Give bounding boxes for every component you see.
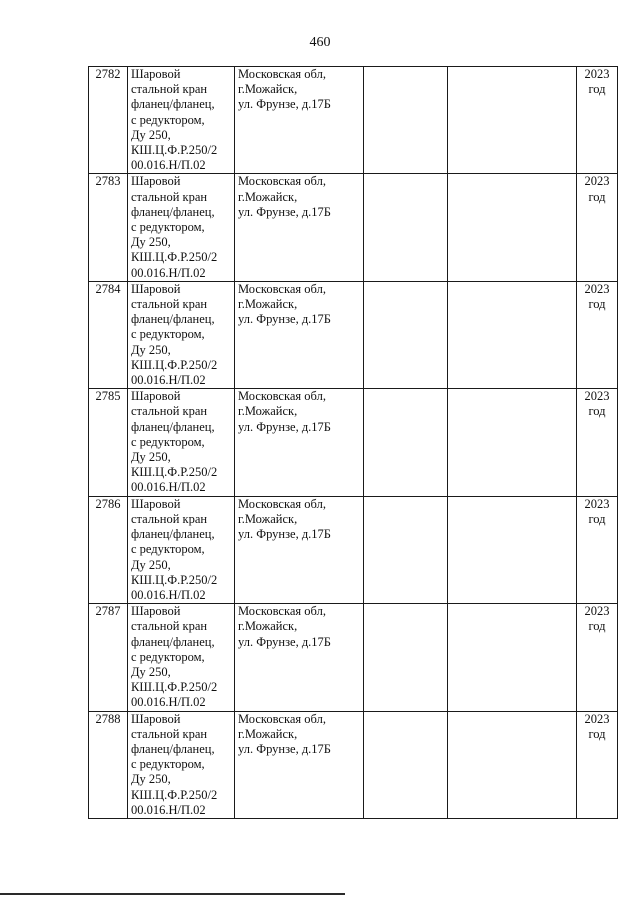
address-cell: [235, 67, 364, 174]
item-name-line: с редуктором,: [131, 220, 205, 235]
item-name-line: стальной кран: [131, 297, 208, 312]
item-name-line: фланец/фланец,: [131, 527, 215, 542]
year-line: 2023: [584, 711, 610, 726]
address-line: г.Можайск,: [238, 82, 298, 97]
item-name-line: КШ.Ц.Ф.Р.250/2: [131, 250, 218, 265]
row-number-cell: [89, 389, 128, 496]
address-line: ул. Фрунзе, д.17Б: [238, 312, 331, 327]
item-name-cell: [128, 496, 235, 603]
address-line: Московская обл,: [238, 389, 326, 404]
page-number: 460: [309, 35, 331, 50]
year-line: год: [588, 297, 606, 312]
year-line: год: [588, 726, 606, 741]
table-row: [89, 496, 618, 603]
row-number-cell: [89, 711, 128, 818]
row-number: 2787: [95, 604, 121, 619]
year-line: год: [588, 404, 606, 419]
address-line: Московская обл,: [238, 604, 326, 619]
year-cell: [577, 711, 618, 818]
address-cell: [235, 604, 364, 711]
row-number: 2784: [95, 281, 121, 296]
item-name-line: с редуктором,: [131, 327, 205, 342]
address-cell: [235, 389, 364, 496]
item-name-line: КШ.Ц.Ф.Р.250/2: [131, 572, 218, 587]
item-name-cell: [128, 174, 235, 281]
item-name-line: фланец/фланец,: [131, 204, 215, 219]
item-name-line: Ду 250,: [131, 450, 171, 465]
item-name-line: 00.016.Н/П.02: [131, 587, 206, 602]
year-line: год: [588, 189, 606, 204]
row-number-cell: [89, 604, 128, 711]
item-name-line: с редуктором,: [131, 649, 205, 664]
address-line: Московская обл,: [238, 174, 326, 189]
item-name-line: Ду 250,: [131, 235, 171, 250]
year-line: год: [588, 82, 606, 97]
row-number: 2786: [95, 496, 121, 511]
year-line: 2023: [584, 496, 610, 511]
item-name-line: Шаровой: [131, 496, 181, 511]
item-name-line: Шаровой: [131, 711, 181, 726]
item-name-line: фланец/фланец,: [131, 419, 215, 434]
item-name-line: стальной кран: [131, 511, 208, 526]
table-row: [89, 67, 618, 174]
item-name-line: Шаровой: [131, 67, 181, 81]
table-row: [89, 389, 618, 496]
item-name-line: стальной кран: [131, 82, 208, 97]
item-name-cell: [128, 711, 235, 818]
row-number: 2788: [95, 711, 121, 726]
item-name-line: стальной кран: [131, 726, 208, 741]
item-name-line: Ду 250,: [131, 772, 171, 787]
item-name-line: КШ.Ц.Ф.Р.250/2: [131, 680, 218, 695]
item-name-line: Ду 250,: [131, 127, 171, 142]
item-name-line: фланец/фланец,: [131, 312, 215, 327]
item-name-line: с редуктором,: [131, 542, 205, 557]
year-line: 2023: [584, 174, 610, 189]
year-line: 2023: [584, 389, 610, 404]
item-name-line: фланец/фланец,: [131, 634, 215, 649]
item-name-line: 00.016.Н/П.02: [131, 373, 206, 388]
address-line: г.Можайск,: [238, 619, 298, 634]
item-name-line: Шаровой: [131, 174, 181, 189]
empty-cell: [448, 281, 577, 388]
item-name-line: фланец/фланец,: [131, 97, 215, 112]
year-cell: [577, 174, 618, 281]
address-cell: [235, 174, 364, 281]
item-name-cell: [128, 604, 235, 711]
address-cell: [235, 496, 364, 603]
empty-cell: [364, 711, 448, 818]
year-cell: [577, 389, 618, 496]
address-line: Московская обл,: [238, 281, 326, 296]
address-line: ул. Фрунзе, д.17Б: [238, 419, 331, 434]
item-name-line: Шаровой: [131, 604, 181, 619]
table-row: [89, 281, 618, 388]
address-line: ул. Фрунзе, д.17Б: [238, 634, 331, 649]
item-name-line: КШ.Ц.Ф.Р.250/2: [131, 357, 218, 372]
year-cell: [577, 281, 618, 388]
item-name-cell: [128, 67, 235, 174]
row-number: 2782: [95, 67, 121, 81]
address-line: ул. Фрунзе, д.17Б: [238, 741, 331, 756]
empty-cell: [448, 174, 577, 281]
item-name-line: Ду 250,: [131, 342, 171, 357]
empty-cell: [364, 67, 448, 174]
year-line: 2023: [584, 67, 610, 81]
row-number: 2783: [95, 174, 121, 189]
address-line: Московская обл,: [238, 67, 326, 81]
item-name-cell: [128, 389, 235, 496]
item-name-cell: [128, 281, 235, 388]
empty-cell: [364, 389, 448, 496]
empty-cell: [448, 604, 577, 711]
item-name-line: 00.016.Н/П.02: [131, 480, 206, 495]
table-body: [89, 67, 618, 819]
table-row: [89, 174, 618, 281]
row-number-cell: [89, 496, 128, 603]
empty-cell: [364, 281, 448, 388]
address-line: г.Можайск,: [238, 297, 298, 312]
item-name-line: стальной кран: [131, 189, 208, 204]
empty-cell: [448, 711, 577, 818]
address-line: г.Можайск,: [238, 511, 298, 526]
item-name-line: 00.016.Н/П.02: [131, 158, 206, 173]
empty-cell: [448, 389, 577, 496]
item-name-line: 00.016.Н/П.02: [131, 695, 206, 710]
empty-cell: [364, 496, 448, 603]
empty-cell: [364, 604, 448, 711]
item-name-line: 00.016.Н/П.02: [131, 265, 206, 280]
address-line: г.Можайск,: [238, 726, 298, 741]
item-name-line: КШ.Ц.Ф.Р.250/2: [131, 787, 218, 802]
address-line: г.Можайск,: [238, 404, 298, 419]
year-cell: [577, 67, 618, 174]
address-line: ул. Фрунзе, д.17Б: [238, 97, 331, 112]
year-line: 2023: [584, 604, 610, 619]
year-line: 2023: [584, 281, 610, 296]
table-row: [89, 604, 618, 711]
row-number-cell: [89, 281, 128, 388]
address-line: Московская обл,: [238, 711, 326, 726]
equipment-table: [88, 66, 618, 819]
table-row: [89, 711, 618, 818]
row-number-cell: [89, 67, 128, 174]
item-name-line: с редуктором,: [131, 757, 205, 772]
empty-cell: [448, 496, 577, 603]
scan-edge-line: [0, 893, 345, 895]
address-cell: [235, 281, 364, 388]
address-line: ул. Фрунзе, д.17Б: [238, 204, 331, 219]
item-name-line: Ду 250,: [131, 664, 171, 679]
address-line: ул. Фрунзе, д.17Б: [238, 527, 331, 542]
empty-cell: [364, 174, 448, 281]
year-line: год: [588, 511, 606, 526]
row-number: 2785: [95, 389, 121, 404]
row-number-cell: [89, 174, 128, 281]
address-cell: [235, 711, 364, 818]
address-line: Московская обл,: [238, 496, 326, 511]
item-name-line: КШ.Ц.Ф.Р.250/2: [131, 465, 218, 480]
item-name-line: Шаровой: [131, 281, 181, 296]
item-name-line: фланец/фланец,: [131, 741, 215, 756]
year-line: год: [588, 619, 606, 634]
item-name-line: Ду 250,: [131, 557, 171, 572]
address-line: г.Можайск,: [238, 189, 298, 204]
empty-cell: [448, 67, 577, 174]
item-name-line: с редуктором,: [131, 112, 205, 127]
item-name-line: стальной кран: [131, 619, 208, 634]
year-cell: [577, 496, 618, 603]
item-name-line: 00.016.Н/П.02: [131, 802, 206, 817]
year-cell: [577, 604, 618, 711]
item-name-line: КШ.Ц.Ф.Р.250/2: [131, 143, 218, 158]
item-name-line: с редуктором,: [131, 434, 205, 449]
item-name-line: стальной кран: [131, 404, 208, 419]
item-name-line: Шаровой: [131, 389, 181, 404]
